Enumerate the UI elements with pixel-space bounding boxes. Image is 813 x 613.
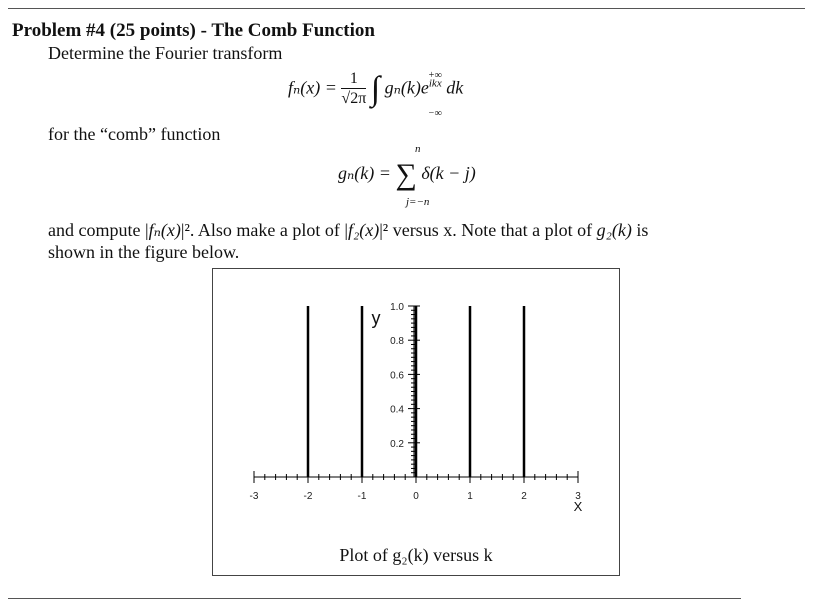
compute-text-b: |². Also make a plot of |: [180, 220, 348, 240]
x-tick-label: 2: [521, 491, 527, 502]
integrand: gₙ(k)e: [384, 77, 429, 98]
comb-text: for the “comb” function: [48, 124, 221, 144]
compute-text-d: is: [636, 220, 649, 240]
figure-caption: Plot of g₂(k) versus k: [339, 545, 493, 565]
comb-equation: [338, 160, 476, 190]
x-tick-label: 0: [413, 491, 419, 502]
top-rule: [8, 8, 805, 9]
sum-upper-limit: n: [415, 143, 421, 155]
figure-box: [212, 268, 620, 576]
x-tick-label: 3: [575, 491, 581, 502]
integral-upper-limit: +∞: [428, 70, 442, 81]
problem-title: Problem #4 (25 points) - The Comb Function: [12, 20, 375, 41]
differential: dk: [446, 77, 464, 98]
comb-lhs: gₙ(k) =: [338, 163, 391, 184]
x-tick-label: -2: [303, 491, 313, 502]
x-tick-label: 1: [467, 491, 473, 502]
compute-text: [48, 219, 748, 263]
g2-k: g₂(k): [596, 220, 632, 240]
f2-x: f₂(x): [347, 220, 380, 240]
y-tick-label: 0.4: [390, 404, 404, 416]
fraction: [341, 70, 366, 109]
y-axis-label: y: [371, 308, 381, 328]
integral-lower-limit: −∞: [428, 108, 442, 119]
compute-text-c: |² versus x. Note that a plot of: [379, 220, 593, 240]
x-tick-label: -1: [357, 491, 367, 502]
y-tick-label: 0.6: [390, 370, 404, 382]
comb-rhs: δ(k − j): [421, 163, 476, 184]
bottom-rule: [8, 598, 741, 599]
fn-x: fₙ(x): [148, 220, 181, 240]
x-tick-label: -3: [249, 491, 259, 502]
sum-lower-limit: j=−n: [406, 196, 430, 208]
fraction-denominator: √2π: [341, 90, 367, 107]
fourier-lhs: fₙ(x) =: [288, 77, 337, 98]
fraction-numerator: 1: [341, 70, 366, 89]
integral-sign: ∫: [370, 70, 381, 108]
y-tick-label: 0.2: [390, 438, 404, 450]
y-tick-label: 0.8: [390, 336, 404, 348]
sum-sign: ∑: [395, 158, 417, 191]
y-tick-label: 1.0: [390, 302, 404, 313]
exponent: ikx: [428, 77, 442, 90]
compute-text-e: shown in the figure below.: [48, 242, 240, 262]
intro-text: Determine the Fourier transform: [48, 43, 283, 63]
x-axis-label: X: [573, 499, 583, 514]
comb-chart: [213, 269, 618, 529]
compute-text-a: and compute |: [48, 220, 149, 240]
